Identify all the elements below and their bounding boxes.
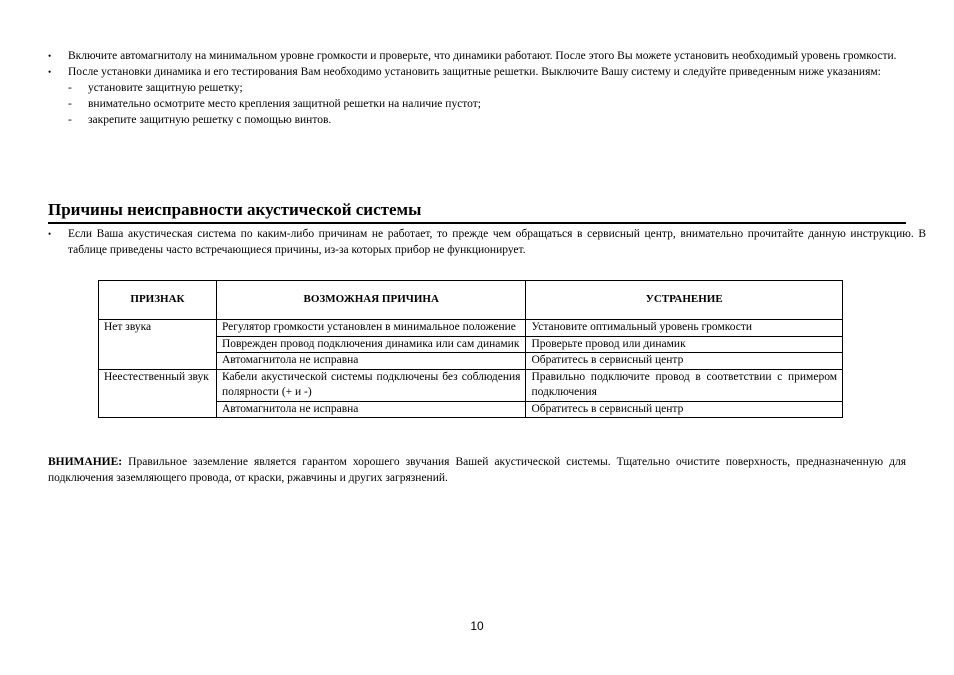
step-text: установите защитную решетку; [88,82,243,94]
fix-cell: Обратитесь в сервисный центр [526,401,843,418]
bullet-icon: • [48,51,52,61]
cause-cell: Поврежден провод подключения динамика или сам динамик [216,336,526,353]
dash-icon: - [68,98,72,110]
bullet-item [48,48,906,64]
cause-cell: Регулятор громкости установлен в минимальное положение [216,320,526,337]
step-item [48,80,906,96]
page-number: 10 [470,619,484,633]
symptom-cell: Неестественный звук [99,369,217,418]
header-fix: УСТРАНЕНИЕ [526,281,843,320]
header-cause: ВОЗМОЖНАЯ ПРИЧИНА [216,281,526,320]
fix-cell: Проверьте провод или динамик [526,336,843,353]
table-row [99,320,843,337]
fix-cell: Установите оптимальный уровень громкости [526,320,843,337]
header-symptom: ПРИЗНАК [99,281,217,320]
intro-paragraph [48,226,926,258]
warning-label: ВНИМАНИЕ: [48,456,123,468]
setup-instructions [48,48,906,128]
warning-text: Правильное заземление является гарантом хорошего звучания Вашей акустической системы. Тщательно очистите поверхность, предназначенную для подключения заземляющего провода, от краски, ржавчины и других загрязнений. [48,456,906,484]
step-item [48,96,906,112]
table-header-row [99,281,843,320]
cause-cell: Автомагнитола не исправна [216,401,526,418]
bullet-item [48,64,906,80]
cause-cell: Автомагнитола не исправна [216,353,526,370]
warning-note [48,454,906,486]
step-list [48,80,906,128]
bullet-icon: • [48,67,52,77]
bullet-text: Включите автомагнитолу на минимальном уровне громкости и проверьте, что динамики работают. После этого Вы можете установить необходимый уровень громкости. [68,50,897,62]
step-item [48,112,906,128]
bullet-text: После установки динамика и его тестирования Вам необходимо установить защитные решетки. Выключите Вашу систему и следуйте приведенным ниже указаниям: [68,66,881,78]
dash-icon: - [68,82,72,94]
fix-cell: Обратитесь в сервисный центр [526,353,843,370]
symptom-cell: Нет звука [99,320,217,370]
table-row [99,369,843,401]
bullet-icon: • [48,229,52,239]
troubleshooting-table [98,280,843,418]
step-text: закрепите защитную решетку с помощью винтов. [88,114,332,126]
fix-cell: Правильно подключите провод в соответствии с примером подключения [526,369,843,401]
intro-text: Если Ваша акустическая система по каким-либо причинам не работает, то прежде чем обращаться в сервисный центр, внимательно прочитайте данную инструкцию. В таблице приведены часто встречающиеся причины, из-за которых прибор не функционирует. [68,228,926,256]
cause-cell: Кабели акустической системы подключены без соблюдения полярности (+ и -) [216,369,526,401]
section-heading: Причины неисправности акустической системы [48,199,906,224]
dash-icon: - [68,114,72,126]
step-text: внимательно осмотрите место крепления защитной решетки на наличие пустот; [88,98,481,110]
